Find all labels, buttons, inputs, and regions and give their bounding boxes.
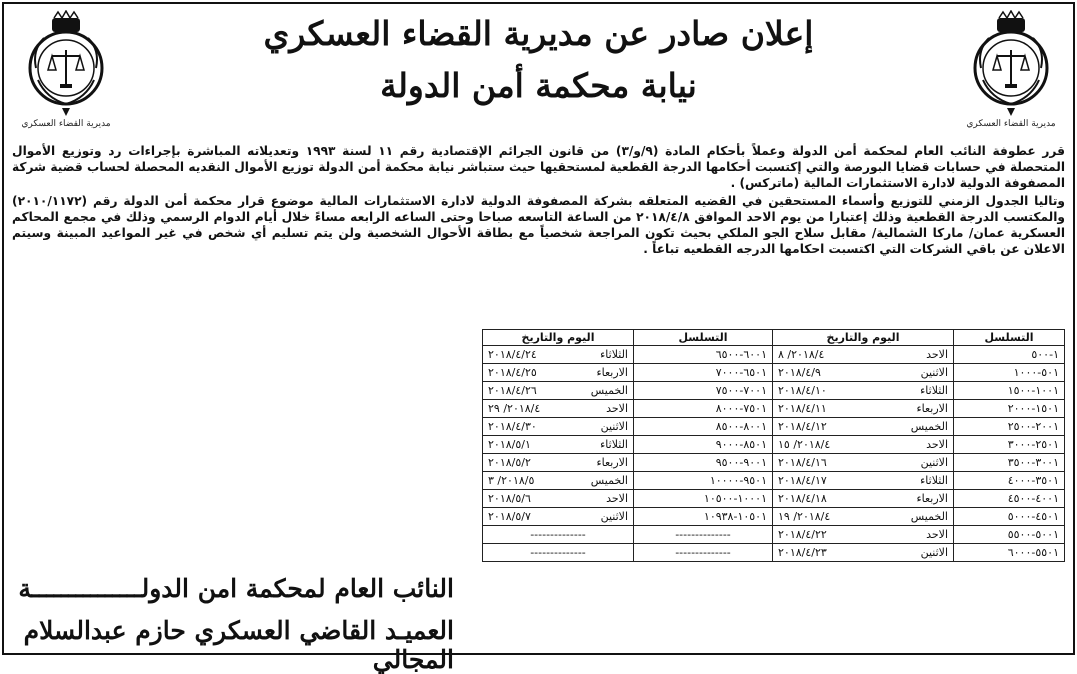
day-date-cell: [483, 436, 634, 454]
sequence-cell: ٤٠٠١-٤٥٠٠: [954, 490, 1065, 508]
sequence-cell: ٨٥٠١-٩٠٠٠: [634, 436, 773, 454]
date-value: ٢٠١٨/٤/١٨: [778, 492, 827, 505]
military-judiciary-emblem-icon: [967, 10, 1055, 118]
day-date-cell: [483, 382, 634, 400]
day-date-cell: [773, 454, 954, 472]
logo-caption: مديرية القضاء العسكري: [21, 119, 111, 129]
paragraph-schedule: وتاليا الجدول الزمني للتوزيع وأسماء المستحقين في القضيه المتعلقه بشركة المصفوفة الدولية لادارة الاستثمارات المالية موضوع قرار محكمة أمن الدولة رقم (٢٠١٠/١١٧٢) والمكتسب الدرجة القطعية وذلك إعتبارا من يوم الاحد الموافق ٢٠١٨/٤/٨ من الساعة التاسعه صباحا وحتى الساعه الرابعه مساءً خلال أيام الدوام الرسمي وذلك في مجمع المحاكم العسكرية عمان/ ماركا الشمالية/ مقابل سلاح الجو الملكي بحيث تكون المراجعة شخصياً مع بطاقة الأحوال الشخصية ولن يتم تسليم أي شخص في غير المواعيد المبينة وسيتم الاعلان عن باقي الشركات التي اكتسبت احكامها الدرجه القطعيه تباعاً .: [12, 194, 1065, 256]
day-date-cell: [773, 472, 954, 490]
date-value: ٢٠١٨/٥/٦: [488, 492, 531, 505]
sequence-cell: ٩٠٠١-٩٥٠٠: [634, 454, 773, 472]
sequence-cell: ٢٥٠١-٣٠٠٠: [954, 436, 1065, 454]
day-name: الاثنين: [920, 546, 948, 559]
day-date-cell: [483, 508, 634, 526]
day-name: الاحد: [926, 528, 948, 541]
sequence-cell: ٧٥٠١-٨٠٠٠: [634, 400, 773, 418]
signature-title: النائب العام لمحكمة امن الدولـــــــــــــــة: [18, 574, 454, 603]
table-row: [483, 526, 1065, 544]
day-date-cell: [483, 472, 634, 490]
sequence-cell: ١٠٠٠١-١٠٥٠٠: [634, 490, 773, 508]
day-date-cell: [773, 364, 954, 382]
sequence-cell: ٤٥٠١-٥٠٠٠: [954, 508, 1065, 526]
date-value: ٢٠١٨/٤/٢٦: [488, 384, 537, 397]
day-date-cell: [773, 526, 954, 544]
sequence-cell: ٨٠٠١-٨٥٠٠: [634, 418, 773, 436]
day-name: الاثنين: [920, 456, 948, 469]
date-value: ٢٠١٨/٤/١٦: [778, 456, 827, 469]
announcement-body: [12, 144, 1065, 261]
day-name: الخميس: [590, 384, 628, 397]
date-value: ٢٠١٨/٤/٢٤: [488, 348, 537, 361]
sequence-cell: ١-٥٠٠: [954, 346, 1065, 364]
sequence-cell: ١٠٠١-١٥٠٠: [954, 382, 1065, 400]
day-date-cell: [483, 490, 634, 508]
day-date-cell: [773, 400, 954, 418]
date-value: ٢٠١٨/٤/٢٢: [778, 528, 827, 541]
date-value: ٢٠١٨/٤/١٠: [778, 384, 827, 397]
sequence-cell: ٢٠٠١-٢٥٠٠: [954, 418, 1065, 436]
empty-cell: --------------: [483, 526, 634, 544]
day-date-cell: [773, 382, 954, 400]
paragraph-decision: قرر عطوفة النائب العام لمحكمة أمن الدولة وعملاً بأحكام المادة (٩/و/٣) من قانون الجرائم الإقتصادية رقم ١١ لسنة ١٩٩٣ وتعديلاته المباشرة بإجراءات رد وتوزيع الأموال المتحصلة في حسابات قضايا البورصة والتي إكتسبت أحكامها الدرجة القطعية لمستحقيها حيث ستباشر نيابة محكمة أمن الدولة توزيع الأموال النقديه المحصلة لحساب قضية شركة المصفوفة الدولية لادارة الاستثمارات المالية (ماتركس) .: [12, 144, 1065, 190]
date-value: ٢٠١٨/٤/ ١٩: [778, 510, 831, 523]
sequence-cell: ٧٠٠١-٧٥٠٠: [634, 382, 773, 400]
table-body: [483, 346, 1065, 562]
date-value: ٢٠١٨/٤/ ٢٩: [488, 402, 541, 415]
date-value: ٢٠١٨/٤/ ١٥: [778, 438, 831, 451]
table-row: [483, 436, 1065, 454]
day-date-cell: [773, 544, 954, 562]
sequence-cell: ٦٥٠١-٧٠٠٠: [634, 364, 773, 382]
sequence-cell: ١٠٥٠١-١٠٩٣٨: [634, 508, 773, 526]
logo-left: [16, 10, 116, 138]
day-date-cell: [773, 490, 954, 508]
date-value: ٢٠١٨/٥/٢: [488, 456, 531, 469]
day-date-cell: [773, 418, 954, 436]
day-name: الخميس: [910, 420, 948, 433]
column-header-day-date: اليوم والتاريخ: [773, 330, 954, 346]
day-date-cell: [773, 508, 954, 526]
page-subtitle: نيابة محكمة أمن الدولة: [380, 66, 697, 105]
announcement-page: [2, 2, 1075, 674]
empty-cell: --------------: [634, 526, 773, 544]
sequence-cell: ٣٠٠١-٣٥٠٠: [954, 454, 1065, 472]
day-date-cell: [773, 436, 954, 454]
day-date-cell: [773, 346, 954, 364]
date-value: ٢٠١٨/٥/ ٣: [488, 474, 535, 487]
date-value: ٢٠١٨/٤/١١: [778, 402, 827, 415]
day-name: الثلاثاء: [920, 384, 948, 397]
sequence-cell: ٩٥٠١-١٠٠٠٠: [634, 472, 773, 490]
date-value: ٢٠١٨/٤/٢٥: [488, 366, 537, 379]
military-judiciary-emblem-icon: [22, 10, 110, 118]
day-date-cell: [483, 418, 634, 436]
empty-cell: --------------: [483, 544, 634, 562]
day-name: الاثنين: [920, 366, 948, 379]
sequence-cell: ١٥٠١-٢٠٠٠: [954, 400, 1065, 418]
date-value: ٢٠١٨/٤/١٧: [778, 474, 827, 487]
sequence-cell: ٥٥٠١-٦٠٠٠: [954, 544, 1065, 562]
date-value: ٢٠١٨/٤/ ٨: [778, 348, 825, 361]
day-name: الاربعاء: [916, 492, 948, 505]
table-row: [483, 418, 1065, 436]
table-row: [483, 454, 1065, 472]
date-value: ٢٠١٨/٤/١٢: [778, 420, 827, 433]
day-name: الاحد: [926, 438, 948, 451]
distribution-schedule-table: [482, 329, 1065, 562]
table-row: [483, 544, 1065, 562]
date-value: ٢٠١٨/٤/٩: [778, 366, 821, 379]
table-row: [483, 508, 1065, 526]
table-row: [483, 346, 1065, 364]
day-name: الاحد: [606, 492, 628, 505]
table-row: [483, 472, 1065, 490]
sequence-cell: ٥٠٠١-٥٥٠٠: [954, 526, 1065, 544]
table-row: [483, 400, 1065, 418]
day-date-cell: [483, 400, 634, 418]
sequence-cell: ٦٠٠١-٦٥٠٠: [634, 346, 773, 364]
day-name: الثلاثاء: [920, 474, 948, 487]
empty-cell: --------------: [634, 544, 773, 562]
date-value: ٢٠١٨/٥/١: [488, 438, 531, 451]
date-value: ٢٠١٨/٤/٢٣: [778, 546, 827, 559]
day-name: الاربعاء: [916, 402, 948, 415]
sequence-cell: ٣٥٠١-٤٠٠٠: [954, 472, 1065, 490]
table-row: [483, 382, 1065, 400]
column-header-day-date: اليوم والتاريخ: [483, 330, 634, 346]
column-header-sequence: التسلسل: [954, 330, 1065, 346]
date-value: ٢٠١٨/٥/٧: [488, 510, 531, 523]
day-name: الاربعاء: [596, 366, 628, 379]
page-title: إعلان صادر عن مديرية القضاء العسكري: [263, 14, 814, 53]
logo-right: [961, 10, 1061, 138]
table-row: [483, 490, 1065, 508]
day-name: الخميس: [590, 474, 628, 487]
column-header-sequence: التسلسل: [634, 330, 773, 346]
day-name: الثلاثاء: [600, 438, 628, 451]
day-name: الخميس: [910, 510, 948, 523]
day-name: الاربعاء: [596, 456, 628, 469]
day-name: الاثنين: [600, 420, 628, 433]
day-name: الاحد: [606, 402, 628, 415]
day-name: الثلاثاء: [600, 348, 628, 361]
date-value: ٢٠١٨/٤/٣٠: [488, 420, 537, 433]
table-header-row: [483, 330, 1065, 346]
day-name: الاحد: [926, 348, 948, 361]
sequence-cell: ٥٠١-١٠٠٠: [954, 364, 1065, 382]
day-date-cell: [483, 454, 634, 472]
day-date-cell: [483, 364, 634, 382]
day-name: الاثنين: [600, 510, 628, 523]
signature-name: العميـد القاضي العسكري حازم عبدالسلام المجالي: [23, 616, 454, 674]
logo-caption: مديرية القضاء العسكري: [966, 119, 1056, 129]
table-row: [483, 364, 1065, 382]
day-date-cell: [483, 346, 634, 364]
